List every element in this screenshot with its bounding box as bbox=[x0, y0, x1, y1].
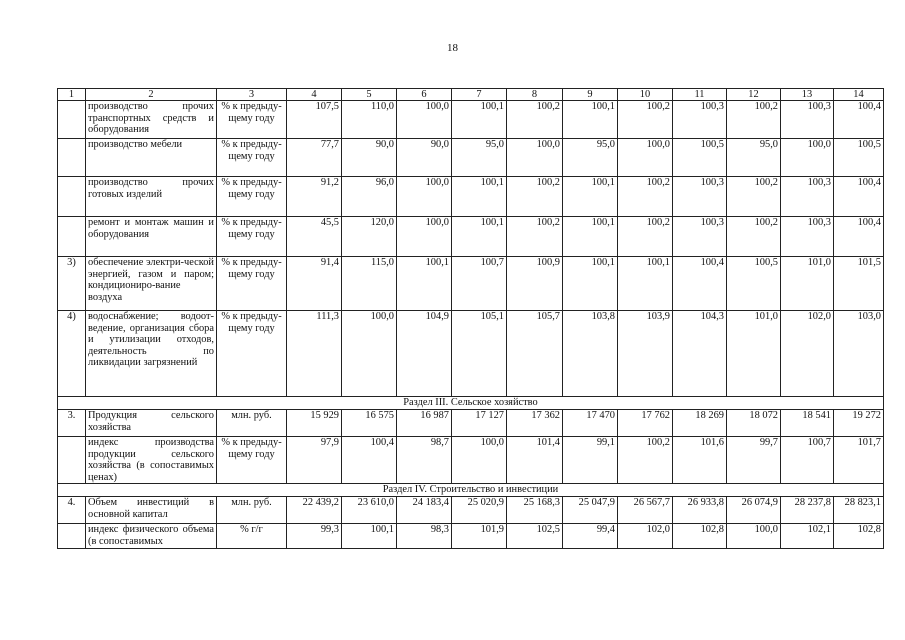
section-row bbox=[58, 484, 884, 497]
table-row bbox=[58, 524, 884, 548]
indicator-name: индекс производства продукции сельского хозяйства (в сопоставимых ценах) bbox=[86, 437, 217, 484]
value-cell: 100,7 bbox=[781, 437, 834, 484]
value-cell: 100,2 bbox=[618, 101, 673, 139]
value-cell: 104,9 bbox=[397, 311, 452, 397]
value-cell: 18 072 bbox=[727, 410, 781, 437]
indicator-name: Объем инвестиций в основной капитал bbox=[86, 497, 217, 524]
table-row bbox=[58, 311, 884, 397]
unit-cell: % к предыду-щему году bbox=[217, 101, 287, 139]
table-row bbox=[58, 257, 884, 311]
value-cell: 100,2 bbox=[618, 437, 673, 484]
unit-cell: % к предыду-щему году bbox=[217, 437, 287, 484]
value-cell: 16 575 bbox=[342, 410, 397, 437]
value-cell: 101,0 bbox=[727, 311, 781, 397]
value-cell: 100,5 bbox=[673, 139, 727, 177]
row-number: 3) bbox=[58, 257, 86, 311]
value-cell: 101,5 bbox=[834, 257, 884, 311]
value-cell: 100,0 bbox=[397, 177, 452, 217]
row-number bbox=[58, 101, 86, 139]
indicator-name: ремонт и монтаж машин и оборудования bbox=[86, 217, 217, 257]
value-cell: 102,8 bbox=[834, 524, 884, 548]
row-number bbox=[58, 524, 86, 548]
page-number: 18 bbox=[447, 42, 458, 54]
value-cell: 100,2 bbox=[507, 177, 563, 217]
value-cell: 17 127 bbox=[452, 410, 507, 437]
header-cell: 8 bbox=[507, 89, 563, 101]
header-cell: 9 bbox=[563, 89, 618, 101]
value-cell: 100,0 bbox=[397, 217, 452, 257]
table-row bbox=[58, 139, 884, 177]
value-cell: 100,0 bbox=[618, 139, 673, 177]
value-cell: 100,5 bbox=[834, 139, 884, 177]
value-cell: 25 047,9 bbox=[563, 497, 618, 524]
value-cell: 100,0 bbox=[342, 311, 397, 397]
value-cell: 45,5 bbox=[287, 217, 342, 257]
unit-cell: % к предыду-щему году bbox=[217, 217, 287, 257]
value-cell: 100,0 bbox=[727, 524, 781, 548]
value-cell: 107,5 bbox=[287, 101, 342, 139]
unit-cell: % г/г bbox=[217, 524, 287, 548]
header-cell: 6 bbox=[397, 89, 452, 101]
value-cell: 103,8 bbox=[563, 311, 618, 397]
value-cell: 100,2 bbox=[727, 101, 781, 139]
value-cell: 120,0 bbox=[342, 217, 397, 257]
value-cell: 111,3 bbox=[287, 311, 342, 397]
value-cell: 100,4 bbox=[673, 257, 727, 311]
value-cell: 101,9 bbox=[452, 524, 507, 548]
section-title: Раздел IV. Строительство и инвестиции bbox=[58, 484, 884, 497]
section-title: Раздел III. Сельское хозяйство bbox=[58, 397, 884, 410]
header-cell: 5 bbox=[342, 89, 397, 101]
value-cell: 24 183,4 bbox=[397, 497, 452, 524]
value-cell: 100,1 bbox=[563, 101, 618, 139]
header-cell: 4 bbox=[287, 89, 342, 101]
value-cell: 22 439,2 bbox=[287, 497, 342, 524]
value-cell: 100,4 bbox=[834, 101, 884, 139]
value-cell: 100,1 bbox=[618, 257, 673, 311]
value-cell: 104,3 bbox=[673, 311, 727, 397]
value-cell: 18 269 bbox=[673, 410, 727, 437]
value-cell: 28 237,8 bbox=[781, 497, 834, 524]
header-cell: 1 bbox=[58, 89, 86, 101]
value-cell: 99,4 bbox=[563, 524, 618, 548]
value-cell: 100,3 bbox=[673, 217, 727, 257]
value-cell: 100,5 bbox=[727, 257, 781, 311]
value-cell: 100,3 bbox=[781, 217, 834, 257]
value-cell: 100,2 bbox=[727, 217, 781, 257]
value-cell: 23 610,0 bbox=[342, 497, 397, 524]
indicator-name: производство прочих транспортных средств и оборудования bbox=[86, 101, 217, 139]
value-cell: 103,9 bbox=[618, 311, 673, 397]
header-cell: 13 bbox=[781, 89, 834, 101]
indicator-table bbox=[57, 88, 884, 549]
value-cell: 100,4 bbox=[342, 437, 397, 484]
value-cell: 100,3 bbox=[781, 177, 834, 217]
unit-cell: % к предыду-щему году bbox=[217, 177, 287, 217]
value-cell: 98,3 bbox=[397, 524, 452, 548]
indicator-name: производство мебели bbox=[86, 139, 217, 177]
value-cell: 18 541 bbox=[781, 410, 834, 437]
value-cell: 17 362 bbox=[507, 410, 563, 437]
table-row bbox=[58, 217, 884, 257]
value-cell: 100,0 bbox=[507, 139, 563, 177]
value-cell: 102,0 bbox=[781, 311, 834, 397]
header-cell: 14 bbox=[834, 89, 884, 101]
table-row bbox=[58, 177, 884, 217]
unit-cell: % к предыду-щему году bbox=[217, 311, 287, 397]
header-cell: 10 bbox=[618, 89, 673, 101]
value-cell: 100,1 bbox=[563, 177, 618, 217]
value-cell: 26 567,7 bbox=[618, 497, 673, 524]
value-cell: 100,1 bbox=[452, 217, 507, 257]
value-cell: 100,3 bbox=[673, 177, 727, 217]
value-cell: 95,0 bbox=[452, 139, 507, 177]
value-cell: 105,1 bbox=[452, 311, 507, 397]
indicator-name: водоснабжение; водоот-ведение, организация сбора и утилизации отходов, деятельность по ликвидации загрязнений bbox=[86, 311, 217, 397]
header-cell: 11 bbox=[673, 89, 727, 101]
row-number bbox=[58, 437, 86, 484]
value-cell: 102,5 bbox=[507, 524, 563, 548]
value-cell: 97,9 bbox=[287, 437, 342, 484]
indicator-name: обеспечение электри-ческой энергией, газом и паром; кондициониро-вание воздуха bbox=[86, 257, 217, 311]
value-cell: 100,1 bbox=[342, 524, 397, 548]
header-cell: 2 bbox=[86, 89, 217, 101]
value-cell: 102,0 bbox=[618, 524, 673, 548]
value-cell: 26 933,8 bbox=[673, 497, 727, 524]
column-number-header bbox=[58, 89, 884, 101]
value-cell: 77,7 bbox=[287, 139, 342, 177]
value-cell: 100,0 bbox=[397, 101, 452, 139]
value-cell: 15 929 bbox=[287, 410, 342, 437]
value-cell: 102,1 bbox=[781, 524, 834, 548]
value-cell: 95,0 bbox=[563, 139, 618, 177]
value-cell: 100,7 bbox=[452, 257, 507, 311]
indicator-name: Продукция сельского хозяйства bbox=[86, 410, 217, 437]
value-cell: 100,2 bbox=[507, 101, 563, 139]
value-cell: 96,0 bbox=[342, 177, 397, 217]
value-cell: 101,6 bbox=[673, 437, 727, 484]
section-row bbox=[58, 397, 884, 410]
value-cell: 100,4 bbox=[834, 177, 884, 217]
value-cell: 100,2 bbox=[618, 177, 673, 217]
value-cell: 100,4 bbox=[834, 217, 884, 257]
value-cell: 16 987 bbox=[397, 410, 452, 437]
value-cell: 115,0 bbox=[342, 257, 397, 311]
value-cell: 100,1 bbox=[452, 177, 507, 217]
value-cell: 103,0 bbox=[834, 311, 884, 397]
value-cell: 99,1 bbox=[563, 437, 618, 484]
header-cell: 7 bbox=[452, 89, 507, 101]
unit-cell: % к предыду-щему году bbox=[217, 139, 287, 177]
table-row bbox=[58, 410, 884, 437]
value-cell: 99,7 bbox=[727, 437, 781, 484]
value-cell: 110,0 bbox=[342, 101, 397, 139]
value-cell: 98,7 bbox=[397, 437, 452, 484]
table-row bbox=[58, 497, 884, 524]
value-cell: 100,3 bbox=[673, 101, 727, 139]
value-cell: 91,2 bbox=[287, 177, 342, 217]
value-cell: 25 020,9 bbox=[452, 497, 507, 524]
table-row bbox=[58, 101, 884, 139]
value-cell: 25 168,3 bbox=[507, 497, 563, 524]
value-cell: 100,2 bbox=[727, 177, 781, 217]
value-cell: 100,2 bbox=[507, 217, 563, 257]
value-cell: 100,0 bbox=[452, 437, 507, 484]
table-row bbox=[58, 437, 884, 484]
value-cell: 100,3 bbox=[781, 101, 834, 139]
row-number bbox=[58, 177, 86, 217]
value-cell: 102,8 bbox=[673, 524, 727, 548]
row-number: 3. bbox=[58, 410, 86, 437]
value-cell: 90,0 bbox=[397, 139, 452, 177]
value-cell: 95,0 bbox=[727, 139, 781, 177]
value-cell: 101,7 bbox=[834, 437, 884, 484]
row-number bbox=[58, 139, 86, 177]
value-cell: 105,7 bbox=[507, 311, 563, 397]
value-cell: 90,0 bbox=[342, 139, 397, 177]
unit-cell: млн. руб. bbox=[217, 497, 287, 524]
unit-cell: млн. руб. bbox=[217, 410, 287, 437]
unit-cell: % к предыду-щему году bbox=[217, 257, 287, 311]
header-cell: 12 bbox=[727, 89, 781, 101]
row-number: 4. bbox=[58, 497, 86, 524]
header-cell: 3 bbox=[217, 89, 287, 101]
table-body bbox=[58, 89, 884, 549]
value-cell: 28 823,1 bbox=[834, 497, 884, 524]
value-cell: 100,1 bbox=[452, 101, 507, 139]
value-cell: 100,2 bbox=[618, 217, 673, 257]
value-cell: 100,0 bbox=[781, 139, 834, 177]
value-cell: 17 470 bbox=[563, 410, 618, 437]
value-cell: 100,1 bbox=[397, 257, 452, 311]
value-cell: 17 762 bbox=[618, 410, 673, 437]
value-cell: 91,4 bbox=[287, 257, 342, 311]
value-cell: 100,9 bbox=[507, 257, 563, 311]
value-cell: 19 272 bbox=[834, 410, 884, 437]
row-number bbox=[58, 217, 86, 257]
row-number: 4) bbox=[58, 311, 86, 397]
value-cell: 99,3 bbox=[287, 524, 342, 548]
value-cell: 100,1 bbox=[563, 217, 618, 257]
indicator-name: индекс физического объема (в сопоставимых bbox=[86, 524, 217, 548]
value-cell: 101,4 bbox=[507, 437, 563, 484]
value-cell: 100,1 bbox=[563, 257, 618, 311]
value-cell: 26 074,9 bbox=[727, 497, 781, 524]
value-cell: 101,0 bbox=[781, 257, 834, 311]
indicator-name: производство прочих готовых изделий bbox=[86, 177, 217, 217]
